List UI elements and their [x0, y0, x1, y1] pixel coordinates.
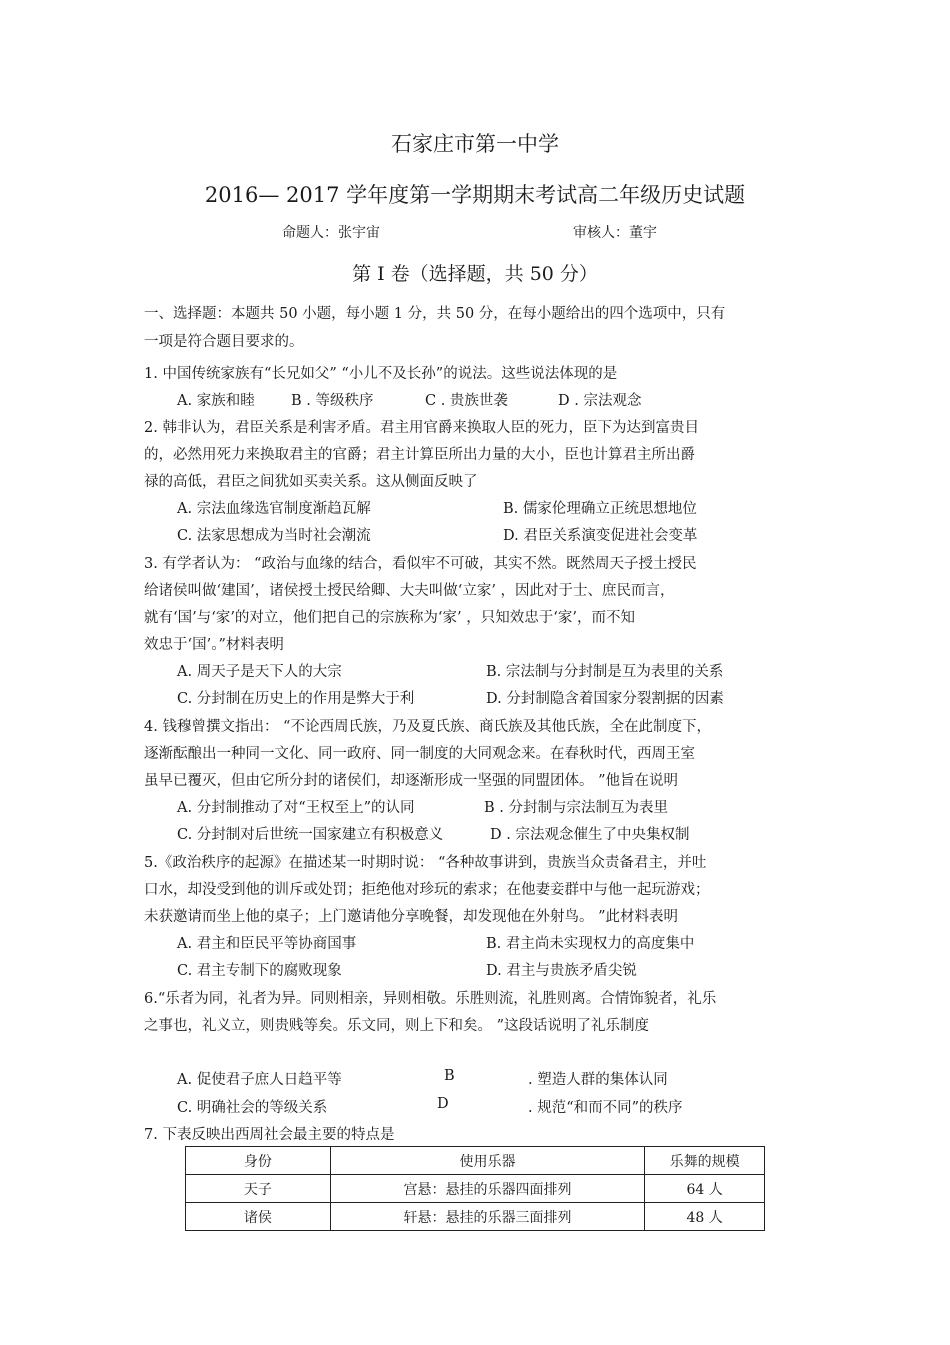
q5-stem-1: 5.《政治秩序的起源》在描述某一时期时说： “各种故事讲到，贵族当众责备君主，并吐 [144, 855, 707, 871]
school-name: 石家庄市第一中学 [391, 132, 559, 156]
q2-option-d: D. 君臣关系演变促进社会变革 [503, 528, 698, 544]
table-cell: 天子 [186, 1175, 331, 1203]
q3-stem-4: 效忠于‘国’。”材料表明 [144, 637, 284, 653]
q5-option-c: C. 君主专制下的腐败现象 [177, 963, 342, 979]
table-cell: 宫悬：悬挂的乐器四面排列 [330, 1175, 644, 1203]
q6-option-b-text: . 塑造人群的集体认同 [528, 1072, 668, 1088]
q3-stem-3: 就有‘国’与‘家’的对立，他们把自己的宗族称为‘家’ ，只知效忠于‘家’，而不知 [144, 610, 635, 626]
q3-option-b: B. 宗法制与分封制是互为表里的关系 [486, 664, 724, 680]
q4-option-b: B . 分封制与宗法制互为表里 [484, 800, 668, 816]
q2-stem-2: 的，必然用死力来换取君主的官爵；君主计算臣所出力量的大小，臣也计算君主所出爵 [144, 447, 695, 463]
q2-option-a: A. 宗法血缘选官制度渐趋瓦解 [177, 501, 371, 517]
q5-option-b: B. 君主尚未实现权力的高度集中 [486, 936, 695, 952]
table-cell: 48 人 [645, 1203, 765, 1231]
instructions-line-1: 一、选择题：本题共 50 小题，每小题 1 分，共 50 分，在每小题给出的四个选项中，只有 [144, 306, 726, 322]
q1-option-c: C . 贵族世袭 [425, 393, 508, 409]
q5-stem-2: 口水，却没受到他的训斥或处罚；拒绝他对珍玩的索求；在他妻妾群中与他一起玩游戏； [144, 882, 710, 898]
q6-option-c: C. 明确社会的等级关系 [177, 1100, 328, 1116]
q6-option-d-text: . 规范“和而不同”的秩序 [528, 1100, 683, 1116]
table-row [186, 1203, 765, 1231]
q6-stem-2: 之事也，礼义立，则贵贱等矣。乐文同，则上下和矣。 ”这段话说明了礼乐制度 [144, 1018, 650, 1034]
q5-stem-3: 未获邀请而坐上他的桌子；上门邀请他分享晚餐，却发现他在外射鸟。 ”此材料表明 [144, 909, 679, 925]
q4-option-d: D . 宗法观念催生了中央集权制 [490, 827, 690, 843]
q1-option-d: D . 宗法观念 [558, 393, 642, 409]
table-header-row [186, 1147, 765, 1175]
q1-option-a: A. 家族和睦 [177, 393, 255, 409]
q5-option-a: A. 君主和臣民平等协商国事 [177, 936, 357, 952]
q2-stem-3: 禄的高低，君臣之间犹如买卖关系。这从侧面反映了 [144, 474, 478, 490]
table-row [186, 1175, 765, 1203]
exam-title: 2016— 2017 学年度第一学期期末考试高二年级历史试题 [204, 183, 746, 207]
q7-stem: 7. 下表反映出西周社会最主要的特点是 [144, 1127, 395, 1143]
q3-stem-2: 给诸侯叫做‘建国’，诸侯授土授民给卿、大夫叫做‘立家’ ，因此对于士、庶民而言， [144, 583, 675, 599]
table-cell: 轩悬：悬挂的乐器三面排列 [330, 1203, 644, 1231]
table-cell: 64 人 [645, 1175, 765, 1203]
q7-table [185, 1146, 765, 1231]
q3-option-c: C. 分封制在历史上的作用是弊大于利 [177, 691, 415, 707]
q5-option-d: D. 君主与贵族矛盾尖锐 [486, 963, 637, 979]
table-header-cell: 使用乐器 [330, 1147, 644, 1175]
q3-option-d: D. 分封制隐含着国家分裂割据的因素 [486, 691, 724, 707]
q2-option-b: B. 儒家伦理确立正统思想地位 [503, 501, 697, 517]
instructions-line-2: 一项是符合题目要求的。 [144, 334, 304, 350]
q2-stem-1: 2. 韩非认为，君臣关系是利害矛盾。君主用官爵来换取人臣的死力，臣下为达到富贵目 [144, 420, 699, 436]
q4-stem-1: 4. 钱穆曾撰文指出： “不论西周氏族，乃及夏氏族、商氏族及其他氏族，全在此制度下， [144, 719, 711, 735]
q6-option-a: A. 促使君子庶人日趋平等 [177, 1072, 342, 1088]
q1-option-b: B . 等级秩序 [291, 393, 374, 409]
q4-option-c: C. 分封制对后世统一国家建立有积极意义 [177, 827, 444, 843]
setter: 命题人：张宇宙 [282, 225, 380, 241]
table-cell: 诸侯 [186, 1203, 331, 1231]
q4-stem-3: 虽早已覆灭，但由它所分封的诸侯们，却逐渐形成一坚强的同盟团体。 ”他旨在说明 [144, 773, 679, 789]
q6-option-d-letter: D [437, 1096, 449, 1112]
q4-option-a: A. 分封制推动了对“王权至上”的认同 [177, 800, 415, 816]
q3-stem-1: 3. 有学者认为： “政治与血缘的结合，看似牢不可破，其实不然。既然周天子授土授民 [144, 556, 697, 572]
table-header-cell: 身份 [186, 1147, 331, 1175]
reviewer: 审核人：董宇 [573, 225, 657, 241]
q4-stem-2: 逐渐酝酿出一种同一文化、同一政府、同一制度的大同观念来。在春秋时代，西周王室 [144, 746, 695, 762]
q6-stem-1: 6.“乐者为同，礼者为异。同则相亲，异则相敬。乐胜则流，礼胜则离。合情饰貌者，礼乐 [144, 991, 717, 1007]
q6-option-b-letter: B [444, 1068, 455, 1084]
q2-option-c: C. 法家思想成为当时社会潮流 [177, 528, 371, 544]
section-title: 第 I 卷（选择题，共 50 分） [352, 263, 598, 285]
q1-stem: 1. 中国传统家族有“长兄如父” “小儿不及长孙”的说法。这些说法体现的是 [144, 366, 618, 382]
q3-option-a: A. 周天子是天下人的大宗 [177, 664, 342, 680]
table-header-cell: 乐舞的规模 [645, 1147, 765, 1175]
